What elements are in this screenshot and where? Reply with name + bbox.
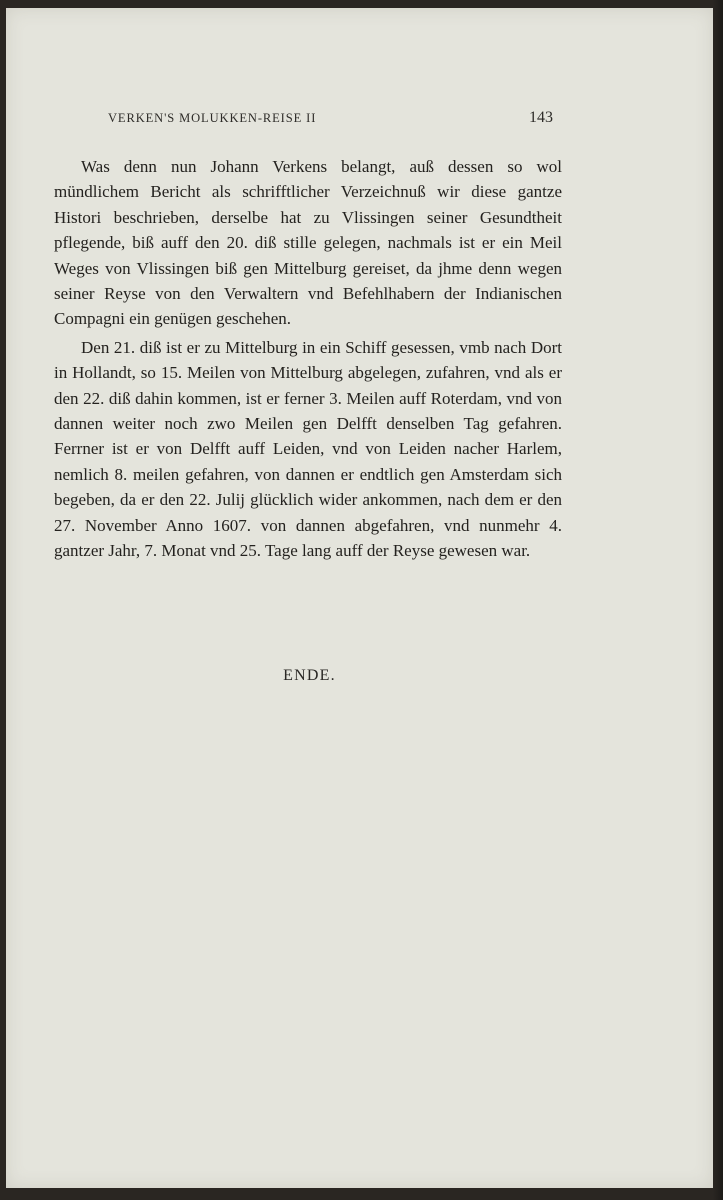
book-page	[6, 8, 713, 1188]
paragraph: Was denn nun Johann Verkens belangt, auß dessen so wol mündlichem Bericht als schrifftlicher Verzeichnuß wir diese gantze Histori beschrieben, derselbe hat zu Vlissingen seiner Gesundtheit pflegende, biß auff den 20. diß stille gelegen, nachmals ist er ein Meil Weges von Vlissingen biß gen Mittelburg gereiset, da jhme denn wegen seiner Reyse von den Verwaltern vnd Befehlhabern der Indianischen Compagni ein genügen geschehen.	[54, 157, 562, 329]
paragraph: Den 21. diß ist er zu Mittelburg in ein Schiff gesessen, vmb nach Dort in Hollandt, so 15. Meilen von Mittelburg abgelegen, zufahren, vnd als er den 22. diß dahin kommen, ist er ferner 3. Meilen auff Roterdam, vnd von dannen weiter noch zwo Meilen gen Delfft denselben Tag gefahren. Ferrner ist er von Delfft auff Leiden, vnd von Leiden nacher Harlem, nemlich 8. meilen gefahren, von dannen er endtlich gen Amsterdam sich begeben, da er den 22. Julij glücklich wider ankommen, nach dem er den 27. November Anno 1607. von dannen abgefahren, vnd nunmehr 4. gantzer Jahr, 7. Monat vnd 25. Tage lang auff der Reyse gewesen war.	[54, 337, 562, 561]
page-edge	[713, 0, 723, 1200]
page-number: 143	[529, 109, 553, 126]
running-title: VERKEN'S MOLUKKEN-REISE II	[108, 111, 317, 125]
body-text	[54, 154, 562, 567]
end-mark: ENDE.	[283, 667, 336, 684]
